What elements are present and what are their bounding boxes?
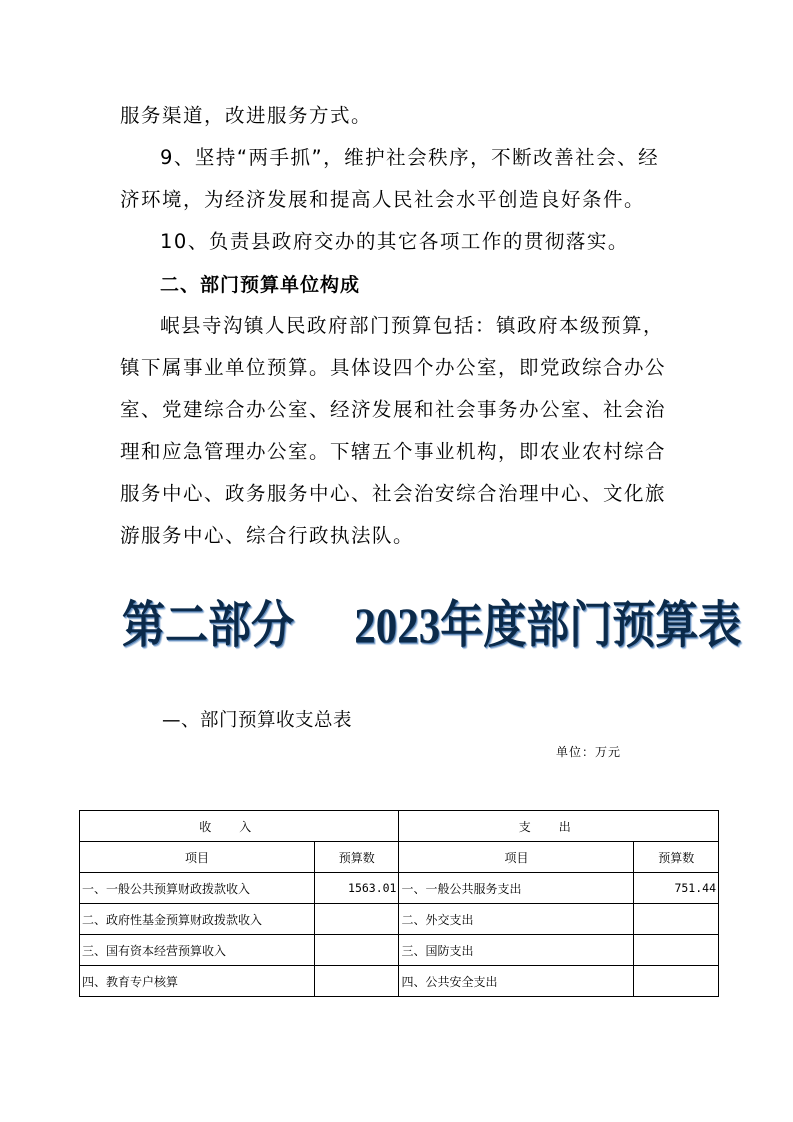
income-amount (314, 935, 399, 966)
table-section-title: —、部门预算收支总表 (162, 710, 353, 731)
income-item: 四、教育专户核算 (80, 966, 315, 997)
table-group-header-row (80, 811, 719, 842)
expense-item: 一、一般公共服务支出 (399, 873, 634, 904)
expense-item: 四、公共安全支出 (399, 966, 634, 997)
income-amount-header: 预算数 (314, 842, 399, 873)
expense-item-header: 项目 (399, 842, 634, 873)
income-item: 二、政府性基金预算财政拨款收入 (80, 904, 315, 935)
expense-amount (634, 966, 719, 997)
paragraph-item-9: 9、坚持“两手抓”，维护社会秩序，不断改善社会、经济环境，为经济发展和提高人民社会水平创造良好条件。 (120, 146, 660, 211)
part-title (122, 590, 741, 660)
budget-summary-table (79, 810, 719, 997)
income-amount: 1563.01 (314, 873, 399, 904)
section-heading-budget-units: 二、部门预算单位构成 (160, 274, 361, 296)
income-amount (314, 966, 399, 997)
income-item: 三、国有资本经营预算收入 (80, 935, 315, 966)
part-table-title: 2023年度部门预算表 (354, 597, 742, 653)
paragraph-budget-units: 岷县寺沟镇人民政府部门预算包括：镇政府本级预算，镇下属事业单位预算。具体设四个办公室，即党政综合办公室、党建综合办公室、经济发展和社会事务办公室、社会治理和应急管理办公室。下辖五个事业机构，即农业农村综合服务中心、政务服务中心、社会治安综合治理中心、文化旅游服务中心、综合行政执法队。 (120, 314, 667, 547)
expense-amount (634, 904, 719, 935)
expense-item: 二、外交支出 (399, 904, 634, 935)
table-row (80, 966, 719, 997)
table-row (80, 935, 719, 966)
table-row (80, 873, 719, 904)
table-column-header-row (80, 842, 719, 873)
expense-header: 支出 (399, 811, 719, 842)
unit-label: 单位：万元 (556, 745, 622, 759)
income-header: 收入 (80, 811, 399, 842)
expense-item: 三、国防支出 (399, 935, 634, 966)
part-label: 第二部分 (122, 597, 294, 653)
expense-amount (634, 935, 719, 966)
income-item: 一、一般公共预算财政拨款收入 (80, 873, 315, 904)
paragraph-item-10: 10、负责县政府交办的其它各项工作的贯彻落实。 (160, 230, 629, 253)
expense-amount-header: 预算数 (634, 842, 719, 873)
income-item-header: 项目 (80, 842, 315, 873)
paragraph-service-channels: 服务渠道，改进服务方式。 (120, 104, 373, 127)
table-row (80, 904, 719, 935)
income-amount (314, 904, 399, 935)
expense-amount: 751.44 (634, 873, 719, 904)
